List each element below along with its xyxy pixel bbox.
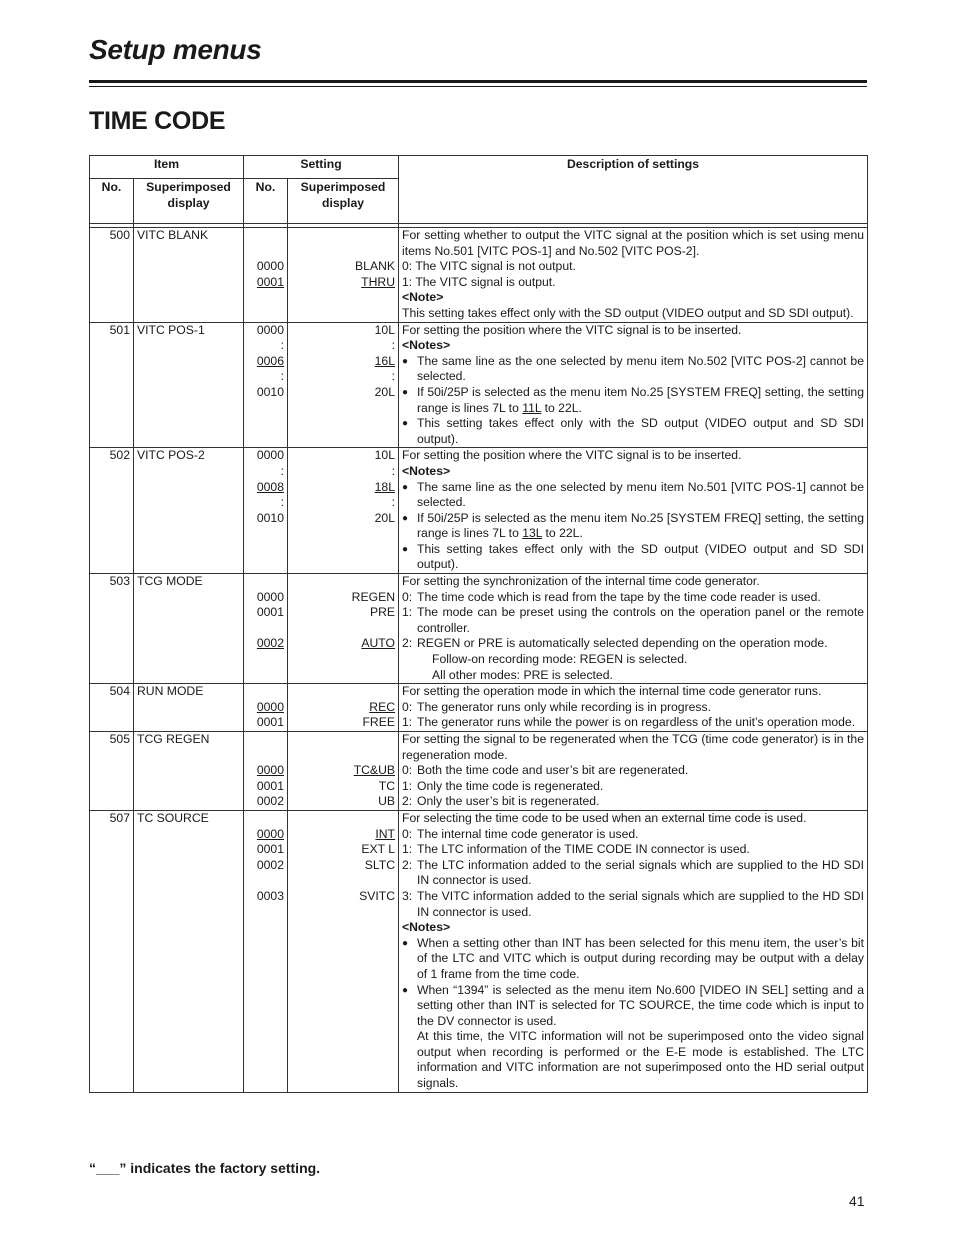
setting-numbers <box>244 810 288 1092</box>
bullet-icon: ● <box>402 937 409 949</box>
setting-ellipsis: : <box>391 369 395 384</box>
setting-numbers <box>244 448 288 574</box>
setting-ellipsis: : <box>280 495 284 510</box>
setting-display: EXT L <box>361 842 395 857</box>
setting-display: 10L <box>374 322 395 337</box>
setting-value: 0003 <box>256 888 284 903</box>
note-bullet: The same line as the one selected by menu item No.501 [VITC POS-1] cannot be selected. <box>417 479 864 510</box>
description: For setting the signal to be regenerated when the TCG (time code generator) is in the regeneration mode. 0: Both the time code and user’s bit are regenerated. 1: Only the time code is regenerated. 2: Only the user’s bit is regenerated. <box>399 732 868 811</box>
note-label: <Note> <box>402 290 444 305</box>
setting-value-default: 0000 <box>256 826 284 841</box>
header-description: Description of settings <box>399 156 868 224</box>
note-label: <Notes> <box>402 463 451 478</box>
item-no: 502 <box>90 448 134 574</box>
setting-displays <box>288 810 399 1092</box>
setting-ellipsis: : <box>280 338 284 353</box>
description-intro: For setting the synchronization of the internal time code generator. <box>402 574 760 589</box>
setting-display: FREE <box>362 715 395 730</box>
setting-ellipsis: : <box>391 495 395 510</box>
setting-ellipsis: : <box>280 463 284 478</box>
note-bullet: The same line as the one selected by menu item No.502 [VITC POS-2] cannot be selected. <box>417 353 864 384</box>
title-rule <box>89 80 867 83</box>
item-display: RUN MODE <box>134 684 244 732</box>
description-intro: For setting the position where the VITC signal is to be inserted. <box>402 322 742 337</box>
setting-displays <box>288 228 399 323</box>
item-display: VITC BLANK <box>134 228 244 323</box>
setting-display: SVITC <box>359 888 395 903</box>
table-row <box>90 574 868 684</box>
setting-value: 0002 <box>256 857 284 872</box>
setting-value: 0001 <box>256 778 284 793</box>
item-no: 500 <box>90 228 134 323</box>
setting-numbers <box>244 228 288 323</box>
option-line: The internal time code generator is used. <box>417 826 639 841</box>
table-row <box>90 228 868 323</box>
item-no: 505 <box>90 732 134 811</box>
setting-display-default: 16L <box>374 353 395 368</box>
setting-display: PRE <box>369 605 395 620</box>
settings-table <box>89 155 868 1093</box>
header-item-no: No. <box>90 179 134 224</box>
setting-displays <box>288 574 399 684</box>
note-bullet: If 50i/25P is selected as the menu item No.25 [SYSTEM FREQ] setting, the setting range is lines 7L to 13L to 22L. <box>417 510 864 541</box>
table-row <box>90 810 868 1092</box>
bullet-icon: ● <box>402 543 409 555</box>
setting-value-default: 0000 <box>256 763 284 778</box>
header-setting-superimposed: Superimposed display <box>288 179 399 224</box>
description: For setting the synchronization of the internal time code generator. 0: The time code which is read from the tape by the time code reader is used. 1: The mode can be preset using the controls on the operation panel or the remote controller. 2: REGEN or PRE is automatically selected depending on the operation mode. Follow-on recording mode: REGEN is selected. All other modes: PRE is selected. <box>399 574 868 684</box>
table-row <box>90 322 868 448</box>
setting-ellipsis: : <box>391 338 395 353</box>
bullet-icon: ● <box>402 355 409 367</box>
setting-numbers <box>244 684 288 732</box>
table-row <box>90 684 868 732</box>
item-no: 504 <box>90 684 134 732</box>
setting-value-default: 0006 <box>256 353 284 368</box>
setting-value: 0010 <box>256 510 284 525</box>
setting-display-default: THRU <box>361 274 395 289</box>
setting-display: 20L <box>374 384 395 399</box>
description <box>399 322 868 448</box>
setting-value: 0000 <box>256 589 284 604</box>
setting-displays <box>288 684 399 732</box>
note-bullet: When “1394” is selected as the menu item No.600 [VIDEO IN SEL] setting and a setting other than INT is selected for TC SOURCE, the time code which is input to the DV connector is used. At this time, the VITC information will not be superimposed onto the video signal output when recording is performed or the E-E mode is established. The LTC information and VITC information are not superimposed onto the HD serial output signals. <box>417 982 864 1091</box>
setting-display-default: 18L <box>374 479 395 494</box>
bullet-icon: ● <box>402 418 409 430</box>
description <box>399 448 868 574</box>
option-line: The generator runs while the power is on regardless of the unit’s operation mode. <box>417 715 856 730</box>
note-text: This setting takes effect only with the SD output (VIDEO output and SD SDI output). <box>402 305 854 320</box>
section-title: TIME CODE <box>89 107 226 135</box>
setting-ellipsis: : <box>280 369 284 384</box>
option-line: The LTC information added to the serial signals which are supplied to the HD SDI IN connector is used. <box>417 857 864 888</box>
description-intro: For setting whether to output the VITC signal at the position which is set using menu items No.501 [VITC POS-1] and No.502 [VITC POS-2]. <box>402 228 864 258</box>
item-display: TCG REGEN <box>134 732 244 811</box>
note-bullet: When a setting other than INT has been selected for this menu item, the user’s bit of the LTC and VITC which is output during recording may be output with a delay of 1 frame from the time code. <box>417 935 864 981</box>
item-no: 503 <box>90 574 134 684</box>
description <box>399 228 868 323</box>
description-intro: For setting the signal to be regenerated when the TCG (time code generator) is in the regeneration mode. <box>402 732 864 762</box>
factory-setting-note: “___” indicates the factory setting. <box>89 1160 321 1176</box>
description-intro: For selecting the time code to be used when an external time code is used. <box>402 810 807 825</box>
item-display: TCG MODE <box>134 574 244 684</box>
option-line: The generator runs only while recording is in progress. <box>417 699 711 714</box>
option-subline: All other modes: PRE is selected. <box>432 667 613 682</box>
option-line: The time code which is read from the tape by the time code reader is used. <box>417 589 821 604</box>
page-number: 41 <box>849 1193 865 1209</box>
header-setting: Setting <box>244 156 399 179</box>
option-line: The LTC information of the TIME CODE IN connector is used. <box>417 842 750 857</box>
option-line: 0: The VITC signal is not output. <box>402 259 576 274</box>
setting-numbers <box>244 322 288 448</box>
option-line: Both the time code and user’s bit are regenerated. <box>417 763 689 778</box>
option-line: The VITC information added to the serial signals which are supplied to the HD SDI IN connector is used. <box>417 888 864 919</box>
setting-value: 0001 <box>256 842 284 857</box>
header-item: Item <box>90 156 244 179</box>
option-line: 1: The VITC signal is output. <box>402 274 556 289</box>
setting-displays <box>288 732 399 811</box>
note-label: <Notes> <box>402 338 451 353</box>
setting-display: TC <box>378 778 395 793</box>
setting-value: 0000 <box>256 259 284 274</box>
setting-display: UB <box>378 794 395 809</box>
option-line: Only the user’s bit is regenerated. <box>417 794 600 809</box>
option-line: REGEN or PRE is automatically selected depending on the operation mode. <box>417 636 828 651</box>
bullet-icon: ● <box>402 386 409 398</box>
description-intro: For setting the operation mode in which the internal time code generator runs. <box>402 684 822 699</box>
setting-display-default: REC <box>369 699 395 714</box>
setting-display-default: TC&UB <box>353 763 395 778</box>
setting-display: BLANK <box>355 259 395 274</box>
setting-displays <box>288 322 399 448</box>
setting-numbers <box>244 574 288 684</box>
option-line: Only the time code is regenerated. <box>417 778 604 793</box>
setting-value: 0001 <box>256 605 284 620</box>
description: For selecting the time code to be used when an external time code is used. 0: The internal time code generator is used. 1: The LTC information of the TIME CODE IN connector is used. 2: The LTC information added to the serial signals which are supplied to the HD SDI IN connector is used. 3: The VITC information added to the serial signals which are supplied to the HD SDI IN connector is used. <Notes> ● When a setting other than INT has been selected for this menu item, the user’s bit of the LTC and VITC which is output during recording may be output with a delay of 1 frame from the time code. ● When “1394” is selected as the menu item No.600 [VIDEO IN SEL] setting and a setting other than INT is selected for TC SOURCE, the time code which is input to the DV connector is used. At this time, the VITC information will not be superimposed onto the video signal output when recording is performed or the E-E mode is established. The LTC information and VITC information are not superimposed onto the HD serial output signals. <box>399 810 868 1092</box>
bullet-icon: ● <box>402 984 409 996</box>
note-bullet: This setting takes effect only with the SD output (VIDEO output and SD SDI output). <box>417 541 864 572</box>
note-label: <Notes> <box>402 920 451 935</box>
setting-displays <box>288 448 399 574</box>
description-intro: For setting the position where the VITC signal is to be inserted. <box>402 448 742 463</box>
note-bullet: If 50i/25P is selected as the menu item No.25 [SYSTEM FREQ] setting, the setting range is lines 7L to 11L to 22L. <box>417 384 864 415</box>
setting-display: SLTC <box>364 857 395 872</box>
setting-value-default: 0000 <box>256 699 284 714</box>
setting-numbers <box>244 732 288 811</box>
setting-display: 10L <box>374 448 395 463</box>
bullet-icon: ● <box>402 481 409 493</box>
item-display: VITC POS-2 <box>134 448 244 574</box>
description: For setting the operation mode in which the internal time code generator runs. 0: The generator runs only while recording is in progress. 1: The generator runs while the power is on regardless of the unit’s operation mode. <box>399 684 868 732</box>
setting-value: 0001 <box>256 715 284 730</box>
setting-display: REGEN <box>351 589 395 604</box>
setting-ellipsis: : <box>391 463 395 478</box>
item-display: TC SOURCE <box>134 810 244 1092</box>
setting-display-default: INT <box>375 826 395 841</box>
page-title: Setup menus <box>89 34 262 65</box>
option-line: The mode can be preset using the controls on the operation panel or the remote controller. <box>417 605 864 635</box>
table-row <box>90 448 868 574</box>
title-rule-thin <box>89 86 867 87</box>
setting-display: 20L <box>374 510 395 525</box>
setting-value: 0002 <box>256 794 284 809</box>
bullet-icon: ● <box>402 512 409 524</box>
item-no: 501 <box>90 322 134 448</box>
table-row <box>90 732 868 811</box>
setting-value-default: 0008 <box>256 479 284 494</box>
note-bullet: This setting takes effect only with the SD output (VIDEO output and SD SDI output). <box>417 416 864 446</box>
setting-display-default: AUTO <box>361 636 395 651</box>
option-subline: Follow-on recording mode: REGEN is selected. <box>432 652 688 667</box>
setting-value-default: 0002 <box>256 636 284 651</box>
setting-value: 0000 <box>256 322 284 337</box>
header-item-superimposed: Superimposed display <box>134 179 244 224</box>
item-display: VITC POS-1 <box>134 322 244 448</box>
setting-value: 0000 <box>256 448 284 463</box>
setting-value: 0010 <box>256 384 284 399</box>
header-setting-no: No. <box>244 179 288 224</box>
setting-value-default: 0001 <box>256 274 284 289</box>
item-no: 507 <box>90 810 134 1092</box>
